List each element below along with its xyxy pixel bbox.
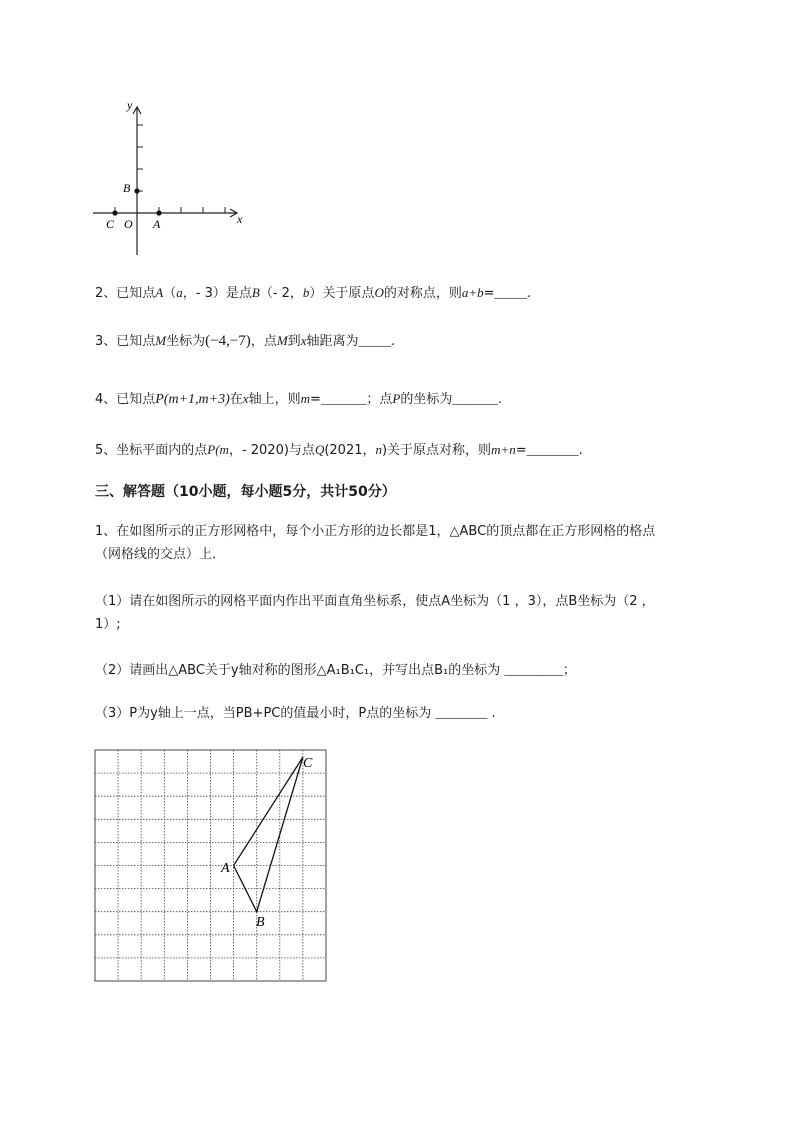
label-C: C <box>303 756 313 771</box>
question-3: 3、已知点M坐标为(−4,−7)，点M到x轴距离为_____. <box>95 333 396 349</box>
coordinate-axes-figure <box>85 95 260 265</box>
answer-blank: _____ <box>494 285 528 300</box>
y-axis-ticks <box>137 125 143 191</box>
point-C <box>112 210 117 215</box>
triangle-ABC <box>234 757 303 912</box>
label-A: A <box>153 217 161 231</box>
answer-blank-p: ________ <box>435 705 488 720</box>
label-A: A <box>221 861 230 876</box>
answer-blank-b1: _________ <box>504 662 563 677</box>
answer-blank-p: _______ <box>452 391 498 406</box>
label-O: O <box>124 217 133 231</box>
x-axis-label: x <box>237 212 243 226</box>
label-B: B <box>123 181 131 195</box>
question-4: 4、已知点P(m+1,m+3)在x轴上，则m=_______；点P的坐标为_______. <box>95 391 503 407</box>
question-5: 5、坐标平面内的点P(m，- 2020)与点Q(2021，n)关于原点对称，则m+n=________. <box>95 442 583 458</box>
point-B <box>134 188 139 193</box>
question-2: 2、已知点A（a，- 3）是点B（- 2，b）关于原点O的对称点，则a+b=_____. <box>95 285 532 301</box>
problem-1-part-1: （1）请在如图所示的网格平面内作出平面直角坐标系，使点A坐标为（1 ，3），点B坐标为（2 ， 1）; <box>95 594 655 632</box>
problem-1-stem: 1、在如图所示的正方形网格中，每个小正方形的边长都是1，△ABC的顶点都在正方形网格的格点 （网格线的交点）上． <box>95 524 656 562</box>
label-B: B <box>256 915 265 930</box>
grid-triangle-figure <box>90 745 335 987</box>
section-title: 三、解答题（10小题，每小题5分，共计50分） <box>95 484 396 500</box>
y-axis-label: y <box>127 98 133 112</box>
grid-lines <box>95 750 326 981</box>
answer-blank-m: _______ <box>320 391 367 406</box>
answer-blank: _____ <box>358 333 391 348</box>
point-A <box>156 210 161 215</box>
problem-1-part-3: （3）P为y轴上一点，当PB+PC的值最小时，P点的坐标为 ________ . <box>95 705 496 721</box>
label-C: C <box>106 217 115 231</box>
problem-1-part-2: （2）请画出△ABC关于y轴对称的图形△A₁B₁C₁，并写出点B₁的坐标为 _________； <box>95 662 576 678</box>
answer-blank: ________ <box>526 442 579 457</box>
x-axis-ticks <box>115 207 225 213</box>
